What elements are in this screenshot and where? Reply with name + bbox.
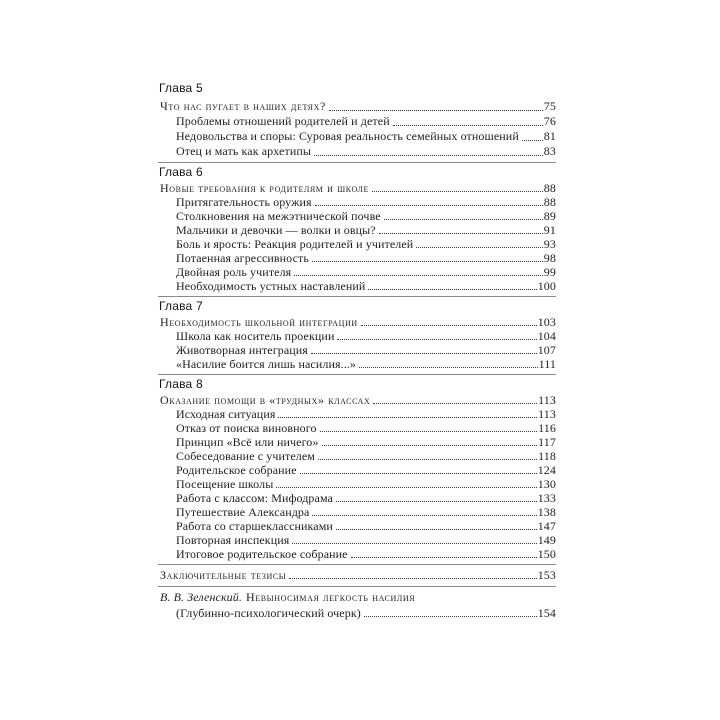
dot-leader: [379, 233, 543, 234]
appendix-entry: [158, 606, 556, 620]
entry-title: Отказ от поиска виновного: [176, 421, 317, 435]
entry-title: Двойная роль учителя: [176, 265, 292, 279]
entry-title: Работа с классом: Мифодрама: [176, 491, 333, 505]
dot-leader: [416, 247, 543, 248]
entry-title: «Насилие боится лишь насилия...»: [176, 357, 356, 371]
entry-title: Путешествие Александра: [176, 505, 310, 519]
toc-section-chapter-5: [158, 80, 556, 159]
entry-title: Животворная интеграция: [176, 343, 308, 357]
dot-leader: [315, 205, 543, 206]
section-divider: [158, 586, 556, 587]
dot-leader: [384, 219, 543, 220]
page-number: 88: [543, 195, 556, 209]
dot-leader: [373, 403, 537, 404]
toc-entry: [158, 491, 556, 505]
page-number: 117: [538, 435, 556, 449]
toc-entry: [158, 421, 556, 435]
toc-entry: [158, 477, 556, 491]
chapter-label: Глава 6: [159, 165, 203, 179]
dot-leader: [320, 431, 538, 432]
appendix-title: Невыносимая легкость насилия: [245, 590, 416, 604]
entry-title: Проблемы отношений родителей и детей: [176, 114, 390, 128]
toc-entry: [158, 129, 556, 144]
dot-leader: [311, 353, 537, 354]
page-number: 149: [537, 533, 556, 547]
dot-leader: [276, 487, 536, 488]
entry-title: Принцип «Всё или ничего»: [176, 435, 319, 449]
toc-entry: [158, 343, 556, 357]
page-number: 81: [543, 129, 556, 143]
chapter-title-entry: [158, 99, 556, 114]
dot-leader: [278, 417, 537, 418]
page-number: 118: [538, 449, 556, 463]
entry-title: Притягательность оружия: [176, 195, 312, 209]
chapter-title-entry: [158, 393, 556, 407]
entry-title: Итоговое родительское собрание: [176, 547, 348, 561]
entry-title: Отец и мать как архетипы: [176, 144, 312, 158]
toc-entry: [158, 449, 556, 463]
entry-title: Необходимость устных наставлений: [176, 279, 366, 293]
dot-leader: [361, 325, 537, 326]
author-name: В. В. Зеленский.: [160, 590, 242, 604]
toc-entry: [158, 357, 556, 371]
page-number: 111: [538, 357, 556, 371]
toc-section-chapter-8: [158, 376, 556, 561]
page-number: 133: [537, 491, 556, 505]
dot-leader: [318, 459, 537, 460]
page-number: 116: [538, 421, 556, 435]
dot-leader: [329, 110, 543, 111]
page-number: 138: [537, 505, 556, 519]
dot-leader: [336, 501, 537, 502]
page-number: 88: [543, 181, 556, 195]
toc-entry: [158, 114, 556, 129]
page-number: 75: [543, 99, 556, 113]
entry-title: Повторная инспекция: [176, 533, 290, 547]
dot-leader: [368, 289, 536, 290]
page-number: 100: [537, 279, 556, 293]
page-number: 99: [543, 265, 556, 279]
page-number: 124: [537, 463, 556, 477]
entry-title: Боль и ярость: Реакция родителей и учителей: [176, 237, 414, 251]
entry-title: Необходимость школьной интеграции: [160, 315, 358, 329]
dot-leader: [351, 557, 537, 558]
toc-entry: [158, 463, 556, 477]
section-divider: [158, 564, 556, 565]
entry-title: Собеседование с учителем: [176, 449, 315, 463]
chapter-title-entry: [158, 315, 556, 329]
dot-leader: [294, 275, 543, 276]
chapter-label: Глава 7: [159, 299, 203, 313]
page-number: 76: [543, 114, 556, 128]
toc-entry: [158, 533, 556, 547]
entry-title: Работа со старшеклассниками: [176, 519, 333, 533]
table-of-contents: [158, 0, 556, 720]
dot-leader: [292, 543, 536, 544]
toc-section-chapter-7: [158, 298, 556, 371]
toc-entry: [158, 329, 556, 343]
toc-entry: [158, 144, 556, 159]
page-number: 113: [538, 393, 556, 407]
chapter-title-entry: [158, 181, 556, 195]
entry-title: Столкновения на межэтнической почве: [176, 209, 381, 223]
toc-entry: [158, 505, 556, 519]
entry-title: Мальчики и девочки — волки и овцы?: [176, 223, 376, 237]
section-divider: [158, 296, 556, 297]
toc-entry: [158, 547, 556, 561]
dot-leader: [312, 515, 536, 516]
page-number: 107: [537, 343, 556, 357]
conclusion-entry: [158, 568, 556, 582]
toc-entry: [158, 251, 556, 265]
toc-section-conclusion: [158, 568, 556, 582]
entry-title: Заключительные тезисы: [160, 568, 287, 582]
page-number: 89: [543, 209, 556, 223]
page-number: 83: [543, 144, 556, 158]
entry-title: Новые требования к родителям и школе: [160, 181, 369, 195]
section-divider: [158, 162, 556, 163]
dot-leader: [337, 339, 536, 340]
page-number: 91: [543, 223, 556, 237]
dot-leader: [522, 140, 543, 141]
page-number: 104: [537, 329, 556, 343]
entry-title: Родительское собрание: [176, 463, 297, 477]
page-number: 153: [537, 568, 556, 582]
entry-title: Что нас пугает в наших детях?: [160, 99, 326, 113]
dot-leader: [359, 367, 538, 368]
entry-title: Школа как носитель проекции: [176, 329, 335, 343]
toc-section-chapter-6: [158, 164, 556, 293]
toc-entry: [158, 407, 556, 421]
page-number: 150: [537, 547, 556, 561]
entry-title: Исходная ситуация: [176, 407, 276, 421]
entry-title: Потаенная агрессивность: [176, 251, 309, 265]
toc-entry: [158, 195, 556, 209]
toc-entry: [158, 279, 556, 293]
page-number: 98: [543, 251, 556, 265]
toc-entry: [158, 223, 556, 237]
toc-entry: [158, 519, 556, 533]
dot-leader: [364, 616, 537, 617]
entry-title: Недовольства и споры: Суровая реальность семейных отношений: [176, 129, 519, 143]
toc-entry: [158, 265, 556, 279]
toc-entry: [158, 209, 556, 223]
page-number: 103: [537, 315, 556, 329]
dot-leader: [300, 473, 537, 474]
toc-entry: [158, 435, 556, 449]
toc-entry: [158, 237, 556, 251]
entry-title: Оказание помощи в «трудных» классах: [160, 393, 371, 407]
appendix-subtitle: (Глубинно-психологический очерк): [176, 606, 361, 620]
dot-leader: [393, 125, 543, 126]
chapter-label: Глава 8: [159, 377, 203, 391]
entry-title: Посещение школы: [176, 477, 274, 491]
dot-leader: [322, 445, 538, 446]
page-number: 154: [537, 606, 556, 620]
page-number: 113: [538, 407, 556, 421]
page-number: 130: [537, 477, 556, 491]
page-number: 147: [537, 519, 556, 533]
appendix-heading: [158, 590, 556, 604]
dot-leader: [289, 578, 536, 579]
dot-leader: [312, 261, 543, 262]
toc-section-appendix: [158, 590, 556, 620]
section-divider: [158, 374, 556, 375]
dot-leader: [336, 529, 537, 530]
dot-leader: [314, 155, 543, 156]
dot-leader: [372, 191, 543, 192]
page-number: 93: [543, 237, 556, 251]
chapter-label: Глава 5: [159, 81, 203, 95]
